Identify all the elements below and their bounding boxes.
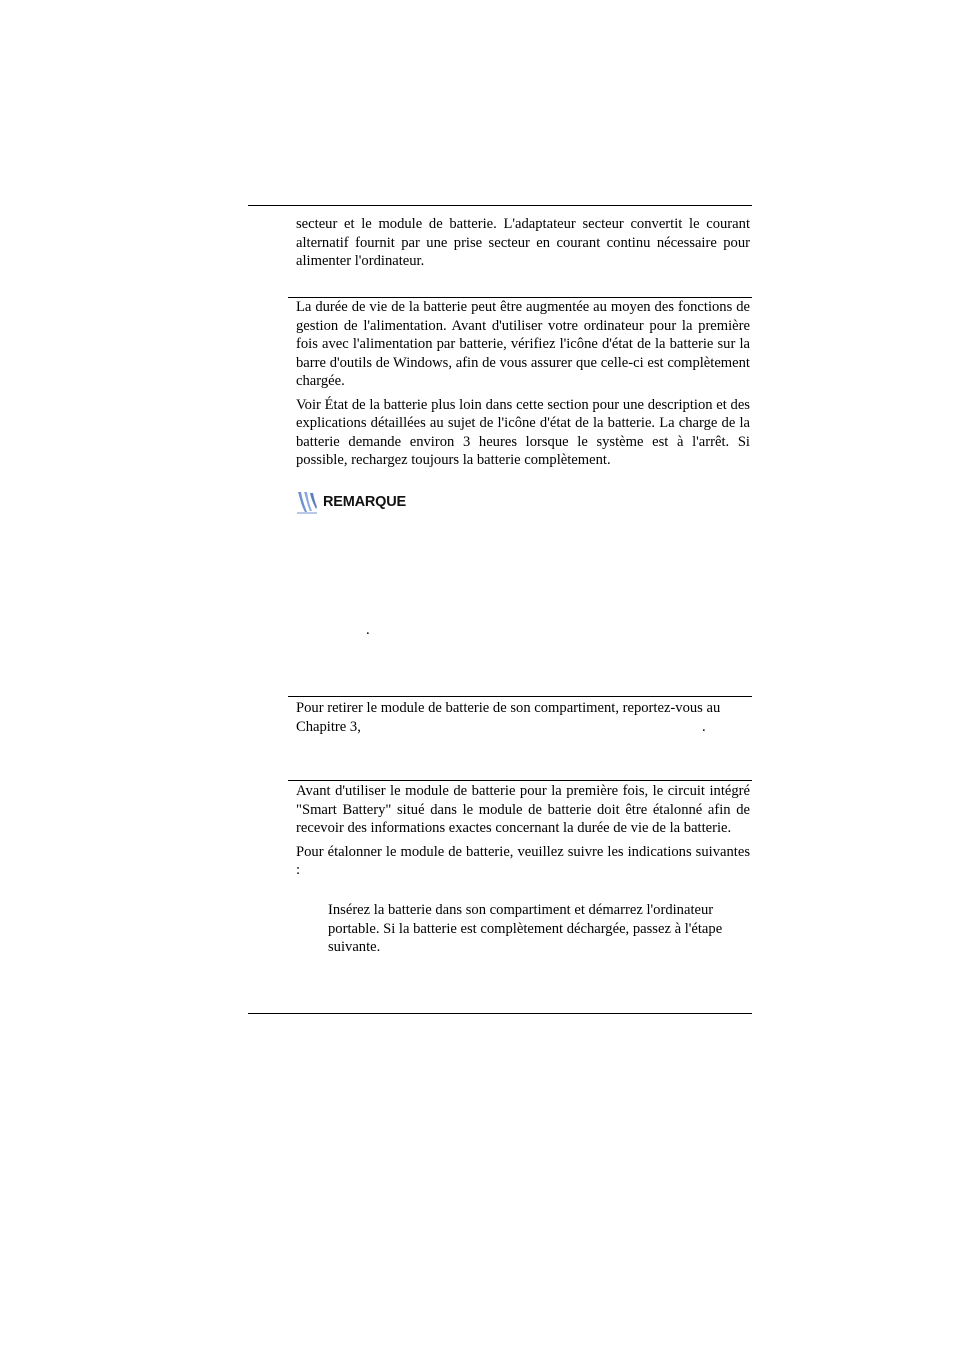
note-icon [296, 490, 318, 514]
section-3-paragraph: Pour retirer le module de batterie de son compartiment, reportez-vous au Chapitre 3, [296, 700, 721, 735]
section-4-text [296, 782, 750, 880]
header-rule [248, 205, 752, 206]
section-3-trailing-dot: . [702, 719, 706, 735]
section-4-rule [288, 780, 752, 781]
note-header [296, 489, 406, 515]
section-1-text [296, 215, 750, 271]
calibration-step-1: Insérez la batterie dans son compartiment et démarrez l'ordinateur portable. Si la batterie est complètement déchargée, passez à l'étape suivante. [328, 902, 723, 955]
section-4-paragraph-2: Pour étalonner le module de batterie, veuillez suivre les indications suivantes : [296, 843, 750, 878]
section-2-paragraph-1: La durée de vie de la batterie peut être augmentée au moyen des fonctions de gestion de l'alimentation. Avant d'utiliser votre ordinateur pour la première fois avec l'alimentation par batterie, vérifiez l'icône d'état de la batterie sur la barre d'outils de Windows, afin de vous assurer que celle-ci est complètement chargée. [296, 299, 750, 389]
note-dot: . [366, 622, 370, 638]
section-3-text [296, 699, 750, 736]
section-2-paragraph-2: Voir État de la batterie plus loin dans cette section pour une description et des explications détaillées au sujet de l'icône d'état de la batterie. La charge de la batterie demande environ 3 heures lorsque le système est à l'arrêt. Si possible, rechargez toujours la batterie complètement. [296, 396, 750, 468]
section-4-paragraph-1: Avant d'utiliser le module de batterie pour la première fois, le circuit intégré "Smart Battery" situé dans le module de batterie doit être étalonné afin de recevoir des informations exactes concernant la durée de vie de la batterie. [296, 783, 750, 836]
note-label: REMARQUE [323, 494, 406, 510]
footer-rule [248, 1013, 752, 1014]
section-1-paragraph: secteur et le module de batterie. L'adaptateur secteur convertit le courant alternatif fournit par une prise secteur en courant continu nécessaire pour alimenter l'ordinateur. [296, 216, 750, 269]
section-3-rule [288, 696, 752, 697]
section-2-text [296, 298, 750, 470]
